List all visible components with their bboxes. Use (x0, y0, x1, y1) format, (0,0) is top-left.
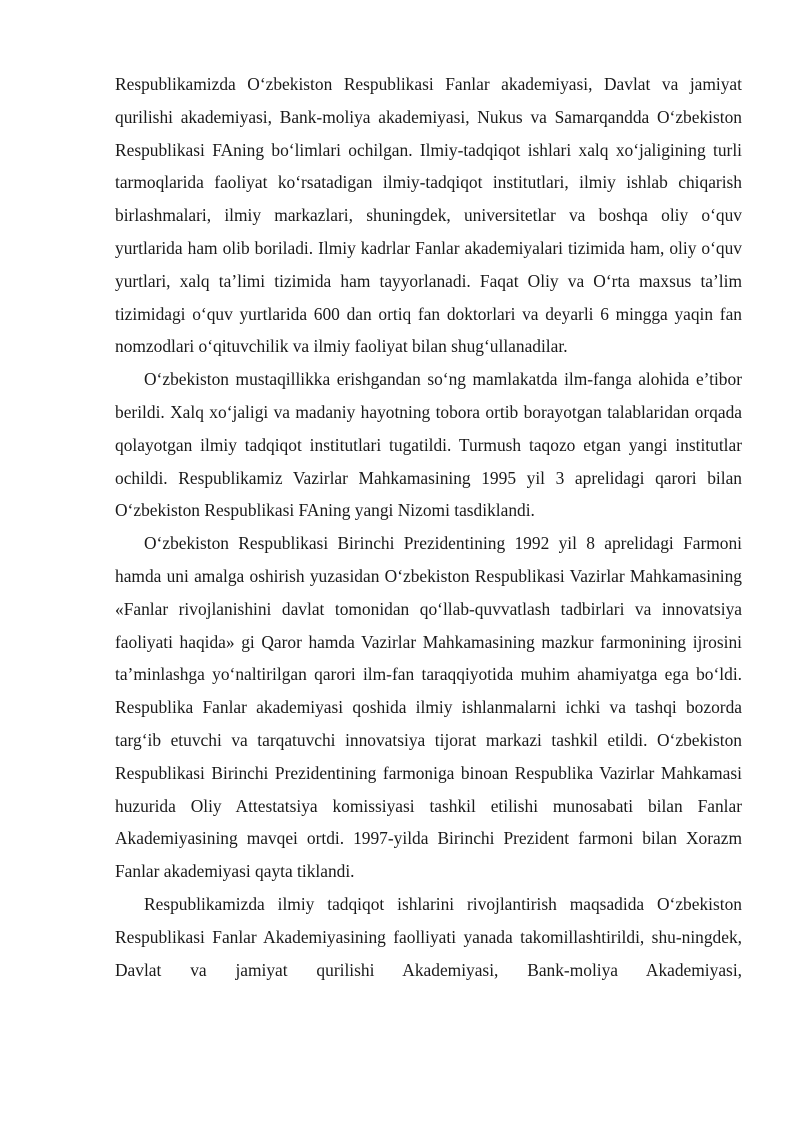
paragraph-3: O‘zbekiston Respublikasi Birinchi Prezidentining 1992 yil 8 aprelidagi Farmoni hamda uni amalga oshirish yuzasidan O‘zbekiston Respublikasi Vazirlar Mahkamasining «Fanlar rivojlanishini davlat tomonidan qo‘llab-quvvatlash tadbirlari va innovatsiya faoliyati haqida» gi Qaror hamda Vazirlar Mahkamasining mazkur farmonining ijrosini ta’minlashga yo‘naltirilgan qarori ilm-fan taraqqiyotida muhim ahamiyatga ega bo‘ldi. Respublika Fanlar akademiyasi qoshida ilmiy ishlanmalarni ichki va tashqi bozorda targ‘ib etuvchi va tarqatuvchi innovatsiya tijorat markazi tashkil etildi. O‘zbekiston Respublikasi Birinchi Prezidentining farmoniga binoan Respublika Vazirlar Mahkamasi huzurida Oliy Attestatsiya komissiyasi tashkil etilishi munosabati bilan Fanlar Akademiyasining mavqei ortdi. 1997-yilda Birinchi Prezident farmoni bilan Xorazm Fanlar akademiyasi qayta tiklandi. (115, 533, 742, 882)
paragraph-2: O‘zbekiston mustaqillikka erishgandan so‘ng mamlakatda ilm-fanga alohida e’tibor berildi. Xalq xo‘jaligi va madaniy hayotning tobora ortib borayotgan talablaridan orqada qolayotgan ilmiy tadqiqot institutlari tugatildi. Turmush taqozo etgan yangi institutlar ochildi. Respublikamiz Vazirlar Mahkamasining 1995 yil 3 aprelidagi qarori bilan O‘zbekiston Respublikasi FAning yangi Nizomi tasdiklandi. (115, 369, 742, 521)
paragraph-1: Respublikamizda O‘zbekiston Respublikasi Fanlar akademiyasi, Davlat va jamiyat qurilishi akademiyasi, Bank-moliya akademiyasi, Nukus va Samarqandda O‘zbekiston Respublikasi FAning bo‘limlari ochilgan. Ilmiy-tadqiqot ishlari xalq xo‘jaligining turli tarmoqlarida faoliyat ko‘rsatadigan ilmiy-tadqiqot institutlari, ilmiy ishlab chiqarish birlashmalari, ilmiy markazlari, shuningdek, universitetlar va boshqa oliy o‘quv yurtlarida ham olib boriladi. Ilmiy kadrlar Fanlar akademiyalari tizimida ham, oliy o‘quv yurtlari, xalq ta’limi tizimida ham tayyorlanadi. Faqat Oliy va O‘rta maxsus ta’lim tizimidagi o‘quv yurtlarida 600 dan ortiq fan doktorlari va deyarli 6 mingga yaqin fan nomzodlari o‘qituvchilik va ilmiy faoliyat bilan shug‘ullanadilar. (115, 74, 742, 357)
document-page (115, 68, 742, 986)
paragraph-4: Respublikamizda ilmiy tadqiqot ishlarini rivojlantirish maqsadida O‘zbekiston Respublikasi Fanlar Akademiyasining faolliyati yanada takomillashtirildi, shu-ningdek, Davlat va jamiyat qurilishi Akademiyasi, Bank-moliya Akademiyasi, (115, 893, 742, 980)
